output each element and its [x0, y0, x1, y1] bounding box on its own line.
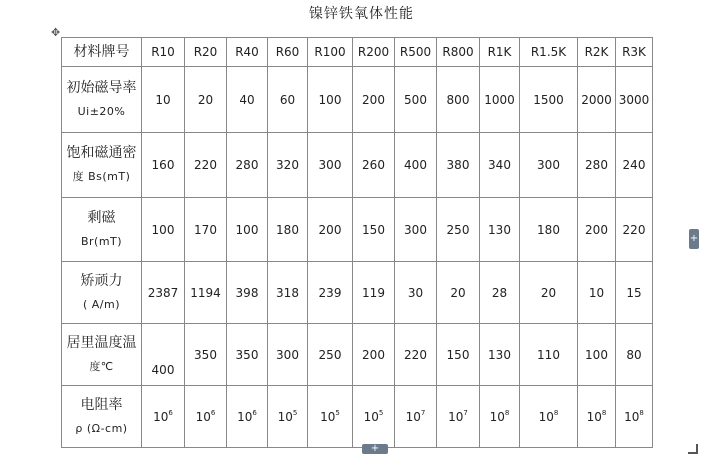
cell-exponent: 8 [639, 409, 644, 417]
table-cell: 170 [185, 198, 227, 262]
table-cell: 500 [395, 67, 437, 133]
table-cell: 60 [268, 67, 308, 133]
table-cell: 200 [353, 67, 395, 133]
table-cell: 340 [480, 133, 520, 198]
table-cell: 318 [268, 262, 308, 324]
column-header: R3K [616, 38, 653, 67]
table-cell: 280 [227, 133, 268, 198]
table-cell [268, 386, 308, 448]
table-cell: 300 [395, 198, 437, 262]
cell-exponent: 5 [335, 409, 340, 417]
table-cell [480, 386, 520, 448]
table-row [62, 262, 653, 324]
column-header: R500 [395, 38, 437, 67]
row-label-line: Br(mT) [80, 234, 123, 248]
add-row-button[interactable] [362, 444, 388, 454]
table-cell: 320 [268, 133, 308, 198]
table-cell [185, 386, 227, 448]
table-cell: 130 [480, 324, 520, 386]
cell-exponent: 7 [420, 409, 426, 417]
row-label [62, 133, 142, 198]
table-cell: 130 [480, 198, 520, 262]
row-label [62, 386, 142, 448]
move-handle-icon[interactable]: ✥ [51, 26, 61, 39]
table-cell: 350 [227, 324, 268, 386]
row-label-line: 居里温度温 [66, 334, 137, 351]
table-cell: 350 [185, 324, 227, 386]
table-cell: 180 [268, 198, 308, 262]
cell-base: 10 [405, 410, 421, 424]
table-cell: 240 [616, 133, 653, 198]
cell-base: 10 [277, 410, 293, 424]
table-cell: 398 [227, 262, 268, 324]
table-cell: 300 [308, 133, 353, 198]
cell-exponent: 6 [168, 409, 173, 417]
cell-base: 10 [586, 410, 602, 424]
table-cell: 150 [353, 198, 395, 262]
table-cell: 3000 [616, 67, 653, 133]
table-cell: 800 [437, 67, 480, 133]
table-cell: 300 [520, 133, 578, 198]
plus-icon: + [689, 233, 699, 244]
table-cell: 380 [437, 133, 480, 198]
table-cell: 220 [395, 324, 437, 386]
column-header: R20 [185, 38, 227, 67]
column-header: R2K [578, 38, 616, 67]
table-cell [308, 386, 353, 448]
table-cell: 100 [578, 324, 616, 386]
table-cell: 110 [520, 324, 578, 386]
add-column-button[interactable] [689, 229, 699, 249]
table-cell: 1500 [520, 67, 578, 133]
table-cell: 20 [185, 67, 227, 133]
table-cell: 30 [395, 262, 437, 324]
cell-exponent: 5 [378, 409, 384, 417]
table-cell: 80 [616, 324, 653, 386]
table-cell: 2387 [142, 262, 185, 324]
table-cell: 180 [520, 198, 578, 262]
table-cell: 150 [437, 324, 480, 386]
table-row [62, 67, 653, 133]
row-label [62, 324, 142, 386]
table-cell: 100 [227, 198, 268, 262]
table-cell: 200 [353, 324, 395, 386]
table-cell [520, 386, 578, 448]
row-label [62, 67, 142, 133]
row-label-line: 剩磁 [87, 209, 116, 226]
table-cell [142, 386, 185, 448]
cell-base: 10 [538, 410, 554, 424]
header-row [62, 38, 653, 67]
row-label-line: 电阻率 [80, 396, 123, 413]
row-label-line: Ui±20% [77, 104, 126, 118]
table-cell: 28 [480, 262, 520, 324]
cell-exponent: 6 [252, 409, 257, 417]
table-row [62, 324, 653, 386]
cell-exponent: 8 [553, 409, 559, 417]
row-label-line: 度℃ [89, 359, 114, 373]
cell-exponent: 7 [463, 409, 468, 417]
cell-exponent: 6 [210, 409, 216, 417]
table-cell: 100 [142, 198, 185, 262]
row-label [62, 262, 142, 324]
table-cell: 2000 [578, 67, 616, 133]
table-cell: 250 [308, 324, 353, 386]
table-cell: 20 [437, 262, 480, 324]
table-cell: 10 [578, 262, 616, 324]
table-cell [616, 386, 653, 448]
table-row [62, 386, 653, 448]
cell-exponent: 8 [601, 409, 607, 417]
cell-base: 10 [153, 410, 169, 424]
column-header: R1K [480, 38, 520, 67]
cell-exponent: 8 [504, 409, 510, 417]
cell-base: 10 [489, 410, 505, 424]
table-cell [395, 386, 437, 448]
cell-exponent: 5 [292, 409, 298, 417]
table-row [62, 198, 653, 262]
table-cell: 400 [395, 133, 437, 198]
table-cell [578, 386, 616, 448]
table-cell: 40 [227, 67, 268, 133]
row-label-line: 饱和磁通密 [66, 145, 137, 161]
ferrite-properties-table [61, 37, 653, 448]
table-cell: 200 [578, 198, 616, 262]
row-label [62, 198, 142, 262]
cell-base: 10 [320, 410, 336, 424]
row-label-line: 度 Bs(mT) [72, 170, 131, 183]
row-label-line: ρ (Ω-cm) [75, 421, 128, 435]
table-cell: 260 [353, 133, 395, 198]
cell-base: 10 [448, 410, 464, 424]
cell-value: 400 [151, 362, 175, 377]
row-label-line: 矫顽力 [80, 272, 123, 289]
column-header: R60 [268, 38, 308, 67]
table-cell: 220 [185, 133, 227, 198]
table-cell: 160 [142, 133, 185, 198]
table-cell [353, 386, 395, 448]
table-cell: 1194 [185, 262, 227, 324]
row-label-line: 初始磁导率 [66, 79, 137, 96]
table-cell: 300 [268, 324, 308, 386]
table-row [62, 133, 653, 198]
column-header: R1.5K [520, 38, 578, 67]
table-cell [227, 386, 268, 448]
table-cell: 239 [308, 262, 353, 324]
column-header: R10 [142, 38, 185, 67]
column-header: R40 [227, 38, 268, 67]
table-cell: 1000 [480, 67, 520, 133]
cell-base: 10 [363, 410, 379, 424]
column-header: R800 [437, 38, 480, 67]
plus-icon: + [370, 443, 380, 454]
column-header: R100 [308, 38, 353, 67]
column-header: R200 [353, 38, 395, 67]
cell-base: 10 [237, 410, 253, 424]
table-cell: 20 [520, 262, 578, 324]
table-cell: 119 [353, 262, 395, 324]
table-cell: 250 [437, 198, 480, 262]
table-cell: 280 [578, 133, 616, 198]
table-cell [437, 386, 480, 448]
page-title: 镍锌铁氧体性能 [309, 6, 414, 22]
table-cell: 15 [616, 262, 653, 324]
table-cell: 10 [142, 67, 185, 133]
cell-base: 10 [624, 410, 640, 424]
cell-base: 10 [195, 410, 211, 424]
resize-corner-icon[interactable] [688, 444, 698, 454]
table-cell: 200 [308, 198, 353, 262]
table-cell: 100 [308, 67, 353, 133]
row-label-line: ( A/m) [82, 297, 121, 311]
header-label: 材料牌号 [62, 38, 142, 67]
table-cell [142, 324, 185, 386]
table-cell: 220 [616, 198, 653, 262]
